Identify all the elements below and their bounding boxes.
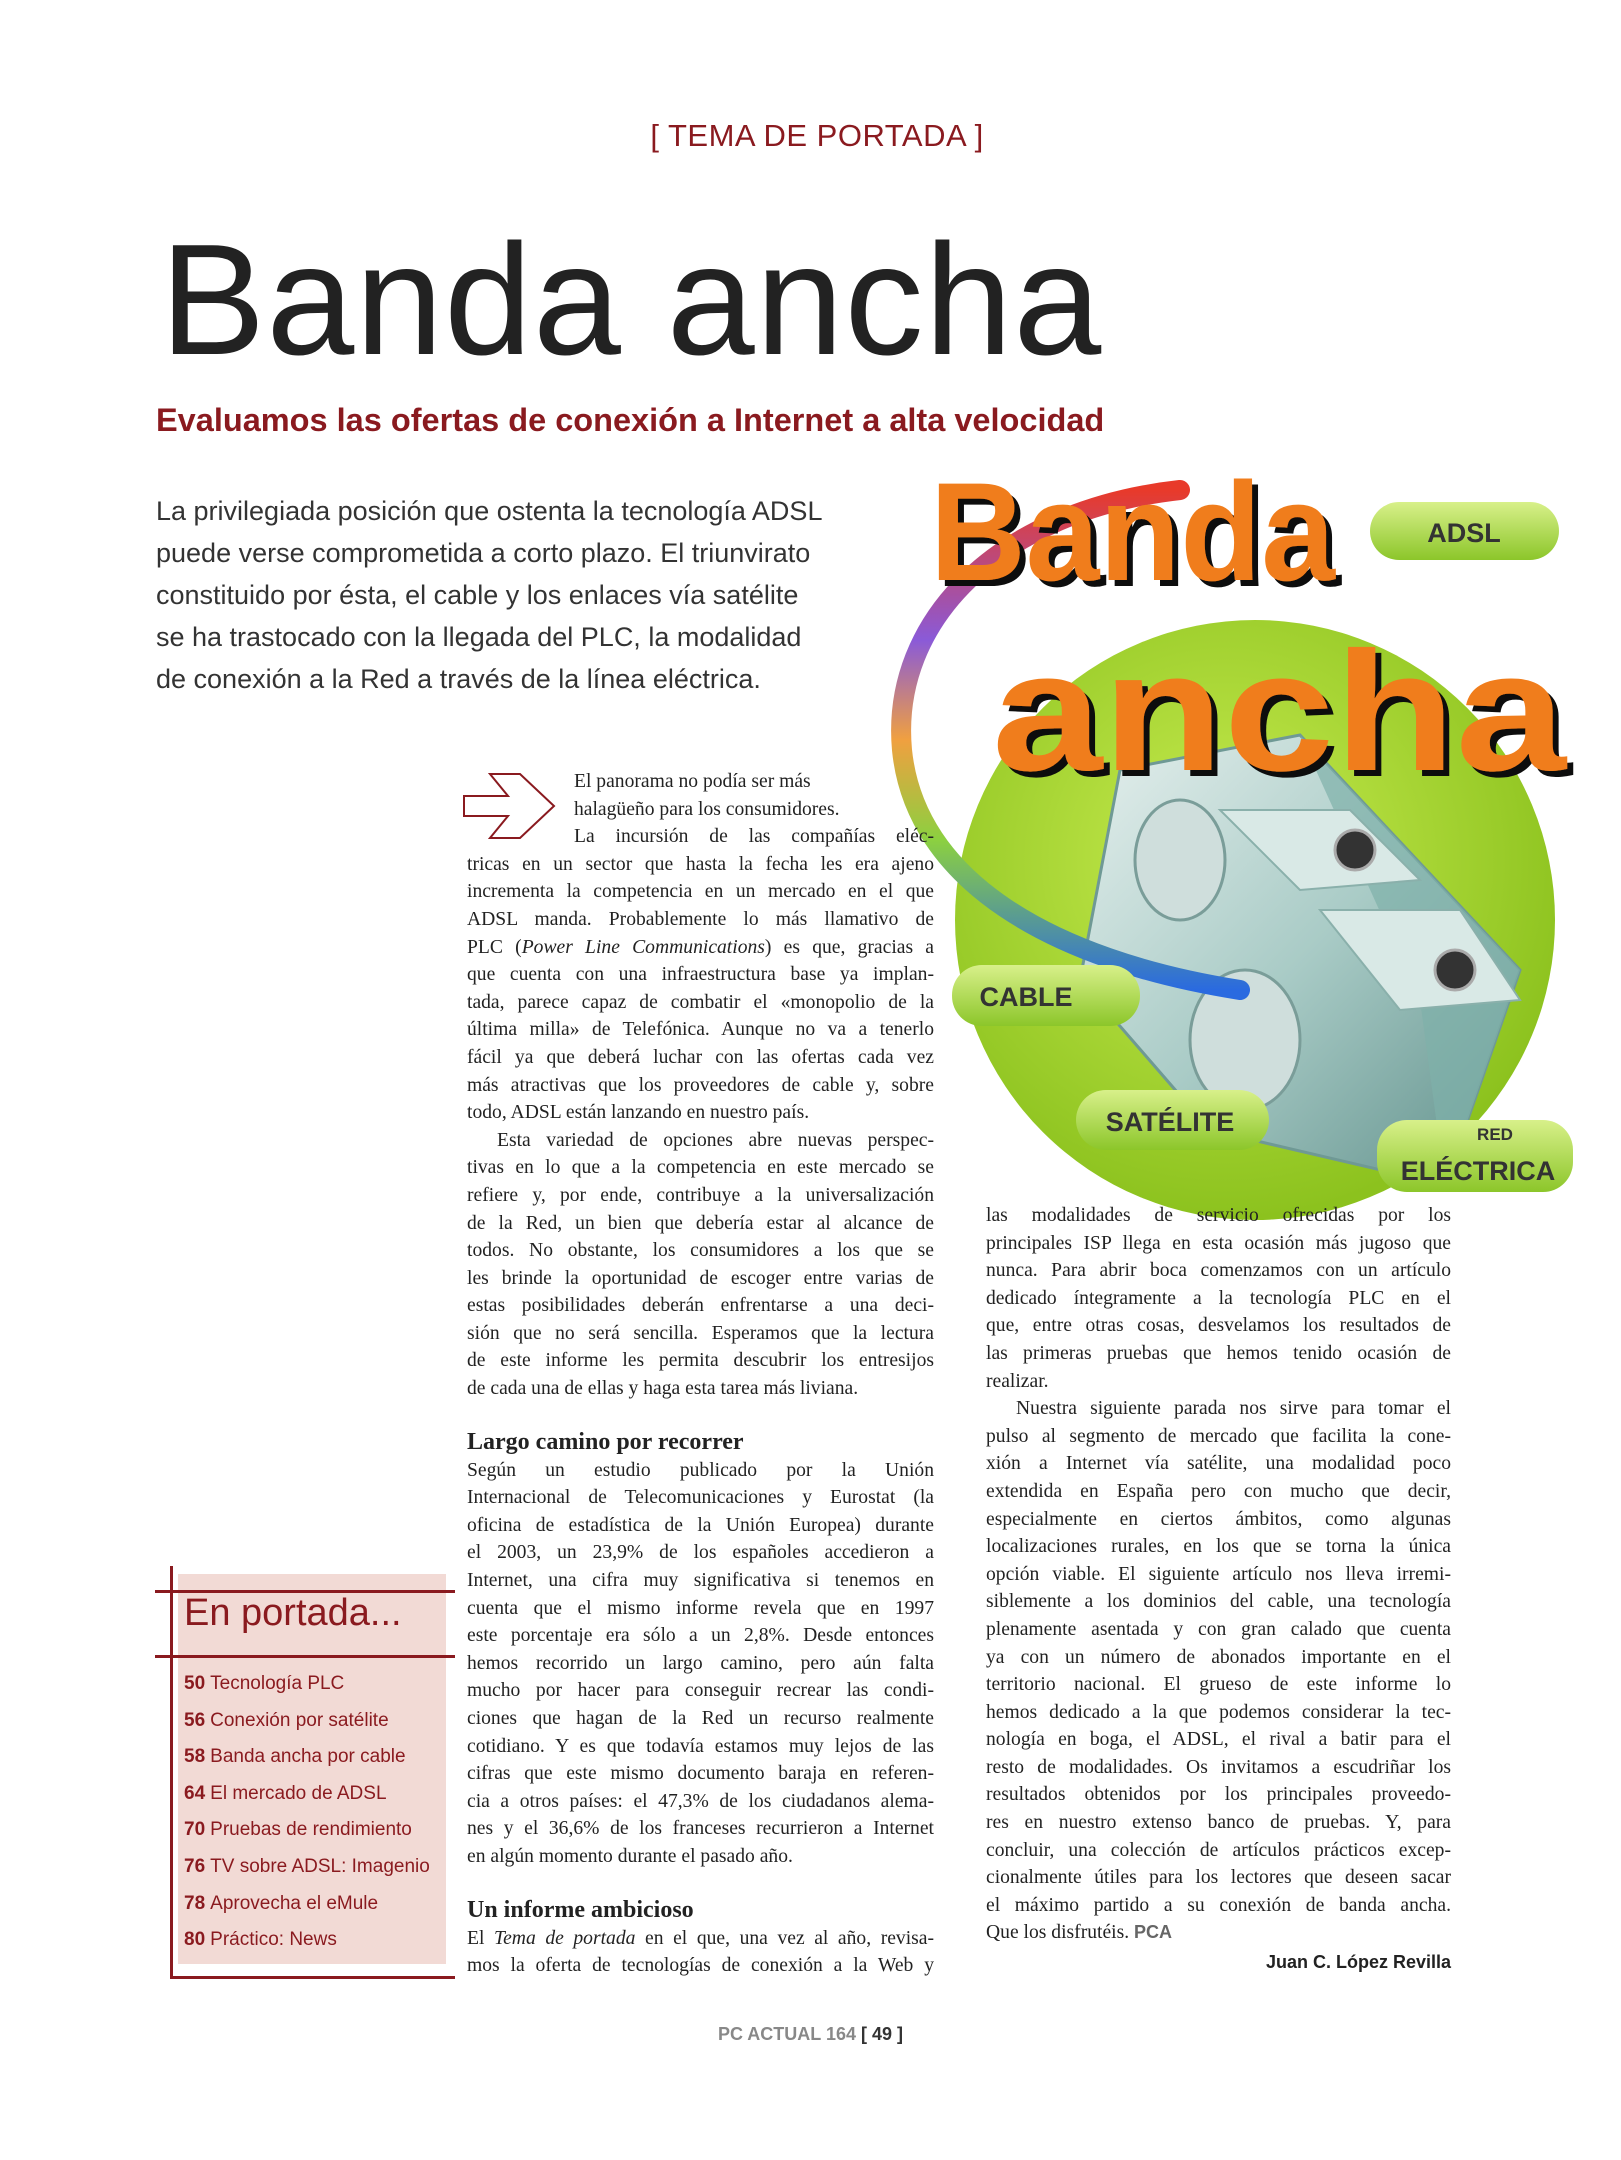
logo-line1: Banda <box>930 453 1337 610</box>
text-line: nología en boga, el ADSL, el rival a batir para el <box>986 1729 1451 1751</box>
text-line: ADSL manda. Probablemente lo más llamativo de <box>467 908 934 930</box>
text-line: realizar. <box>986 1370 1049 1392</box>
text-line: plenamente asentada y con gran calado que cuenta <box>986 1618 1451 1640</box>
text-segment: ) es que, gracias a <box>764 936 934 958</box>
text-line: las primeras pruebas que hemos tenido ocasión de <box>986 1342 1451 1364</box>
logo-line2: ancha <box>992 617 1568 807</box>
text-line: concluir, una colección de artículos prácticos excep- <box>986 1839 1451 1861</box>
text-line: hemos dedicado a la que podemos considerar la tec- <box>986 1701 1451 1723</box>
sidebar-rule <box>155 1655 455 1658</box>
magazine-issue: PC ACTUAL 164 <box>717 2024 856 2044</box>
text-line: sión que no será sencilla. Esperamos que la lectura <box>467 1322 934 1344</box>
text-line <box>467 1925 934 1953</box>
text-line: de cada una de ellas y haga esta tarea más liviana. <box>467 1378 859 1400</box>
text-line: cuenta que el mismo informe revela que en 1997 <box>467 1597 934 1619</box>
text-line: dedicado íntegramente a la tecnología PLC en el <box>986 1287 1451 1309</box>
section-heading: Largo camino por recorrer <box>467 1428 744 1455</box>
text-line: que, entre otras cosas, desvelamos los resultados de <box>986 1315 1451 1337</box>
text-line: nunca. Para abrir boca comenzamos con un artículo <box>986 1260 1451 1282</box>
text-line: principales ISP llega en esta ocasión más jugoso que <box>986 1232 1451 1254</box>
text-line: cotidiano. Y es que todavía estamos muy lejos de las <box>467 1735 934 1757</box>
text-line: resto de modalidades. Os invitamos a escudriñar los <box>986 1756 1451 1778</box>
text-line: pulso al segmento de mercado que facilita la cone- <box>986 1425 1451 1447</box>
text-line: nes y el 36,6% de los franceses recurrieron a Internet <box>467 1818 934 1840</box>
text-line <box>986 1919 1451 1947</box>
article-column-right <box>986 1202 1451 1947</box>
text-line: territorio nacional. El grueso de este informe lo <box>986 1674 1451 1696</box>
author-byline: Juan C. López Revilla <box>1265 1952 1451 1972</box>
signature-initials: PCA <box>1134 1922 1173 1943</box>
text-line: tricas en un sector que hasta la fecha les era ajeno <box>467 853 934 875</box>
italic-text: Tema de portada <box>494 1927 636 1949</box>
text-line: todo, ADSL están lanzando en nuestro país. <box>467 1102 810 1124</box>
section-heading: Un informe ambicioso <box>467 1896 694 1923</box>
pill-label: SATÉLITE <box>1105 1107 1235 1137</box>
text-line: opción viable. El siguiente artículo nos lleva irremi- <box>986 1563 1451 1585</box>
intro-line: puede verse comprometida a corto plazo. El triunvirato <box>156 538 811 568</box>
item-label: Conexión por satélite <box>210 1709 389 1731</box>
text-line: les brinde la oportunidad de escoger entre varias de <box>467 1267 934 1289</box>
text-line: estas posibilidades deberán enfrentarse a una deci- <box>467 1295 934 1317</box>
intro-paragraph <box>156 490 876 700</box>
text-line: mucho por hacer para conseguir recrear las condi- <box>467 1680 934 1702</box>
text-line: El panorama no podía ser más <box>574 771 811 792</box>
text-line: de este informe les permita descubrir los entresijos <box>467 1350 934 1372</box>
contents-item[interactable] <box>184 1666 454 1703</box>
text-line: de la Red, un bien que debería estar al alcance de <box>467 1212 934 1234</box>
text-line: tivas en lo que a la competencia en este mercado se <box>467 1157 934 1179</box>
page-number: 76 <box>184 1855 206 1877</box>
text-line: oficina de estadística de la Unión Europea) durante <box>467 1514 934 1536</box>
page-title: Banda ancha <box>160 212 1103 388</box>
item-label: Aprovecha el eMule <box>210 1892 379 1914</box>
page-number: 58 <box>184 1746 206 1768</box>
page-number: [ 49 ] <box>861 2024 904 2044</box>
text-line: Internet, una cifra muy significativa si tenemos en <box>467 1570 934 1592</box>
page-number: 64 <box>184 1782 206 1804</box>
text-line: res en nuestro extenso banco de pruebas. Y, para <box>986 1812 1451 1834</box>
contents-item[interactable] <box>184 1849 454 1886</box>
text-line: ciones que hagan de la Red un recurso realmente <box>467 1708 934 1729</box>
sidebar-rule <box>170 1976 455 1979</box>
sidebar-title: En portada... <box>184 1592 402 1634</box>
article-column-left <box>467 768 934 1980</box>
pill-label: ELÉCTRICA <box>1400 1156 1556 1186</box>
text-line: Internacional de Telecomunicaciones y Eurostat (la <box>467 1487 934 1509</box>
text-segment: PLC ( <box>467 936 522 958</box>
text-line: ya con un número de abonados importante en el <box>986 1646 1451 1668</box>
contents-item[interactable] <box>184 1922 454 1959</box>
text-line: Esta variedad de opciones abre nuevas perspec- <box>497 1129 934 1151</box>
sidebar-rule-vertical <box>170 1566 173 1979</box>
text-line: este porcentaje era sólo a un 2,8%. Desde entonces <box>467 1625 934 1647</box>
text-line: el 2003, un 23,9% de los españoles accedieron a <box>467 1542 934 1564</box>
text-segment: El <box>467 1927 494 1949</box>
pill-label: ADSL <box>1427 518 1501 548</box>
text-line: halagüeño para los consumidores. <box>574 798 840 820</box>
page-number: 78 <box>184 1892 206 1914</box>
pill-red-electrica <box>1377 1120 1573 1192</box>
item-label: Banda ancha por cable <box>210 1746 406 1768</box>
text-line: mos la oferta de tecnologías de conexión a la Web y <box>467 1955 934 1977</box>
pill-cable <box>952 965 1140 1026</box>
text-line: cionalmente útiles para los lectores que deseen sacar <box>986 1867 1451 1889</box>
text-line <box>467 934 934 962</box>
text-line: Nuestra siguiente parada nos sirve para tomar el <box>1016 1398 1451 1420</box>
page-number: 56 <box>184 1709 206 1731</box>
text-line: xión a Internet vía satélite, una modalidad poco <box>986 1453 1451 1475</box>
item-label: Pruebas de rendimiento <box>210 1819 412 1841</box>
text-line: Según un estudio publicado por la Unión <box>467 1459 934 1481</box>
text-line: siblemente a los dominios del cable, una tecnología <box>986 1591 1451 1613</box>
contents-item[interactable] <box>184 1703 454 1740</box>
text-line: localizaciones rurales, en los que se torna la única <box>986 1536 1451 1558</box>
italic-text: Power Line Communications <box>521 936 765 958</box>
text-line: que cuenta con una infraestructura base ya implan- <box>467 964 934 986</box>
page-subtitle: Evaluamos las ofertas de conexión a Internet a alta velocidad <box>156 402 1105 438</box>
text-line: el máximo partido a su conexión de banda ancha. <box>986 1894 1451 1916</box>
sidebar-contents-list <box>184 1666 454 1959</box>
text-segment: Que los disfrutéis. <box>986 1922 1135 1944</box>
item-label: El mercado de ADSL <box>210 1782 387 1804</box>
text-line: última milla» de Telefónica. Aunque no va a tenerlo <box>467 1019 934 1041</box>
text-line: las modalidades de servicio ofrecidas por los <box>986 1205 1451 1226</box>
text-line: especialmente en ciertos ámbitos, como algunas <box>986 1508 1451 1530</box>
text-line: en algún momento durante el pasado año. <box>467 1845 793 1867</box>
pill-satelite <box>1076 1090 1269 1150</box>
text-line: hemos recorrido un largo camino, pero aún falta <box>467 1652 934 1674</box>
banda-ancha-illustration <box>880 453 1610 1240</box>
text-line: extendida en España pero con mucho que decir, <box>986 1480 1451 1502</box>
text-line: más atractivas que los proveedores de cable y, sobre <box>467 1074 934 1096</box>
intro-line: se ha trastocado con la llegada del PLC, la modalidad <box>156 622 802 652</box>
contents-item[interactable] <box>184 1812 454 1849</box>
page-number: 50 <box>184 1673 206 1694</box>
item-label: TV sobre ADSL: Imagenio <box>210 1855 430 1877</box>
page-number: 80 <box>184 1929 206 1951</box>
text-segment: en el que, una vez al año, revisa- <box>635 1927 934 1949</box>
text-line: tada, parece capaz de combatir el «monopolio de la <box>467 991 934 1013</box>
text-line: todos. No obstante, los consumidores a los que se <box>467 1240 934 1262</box>
text-line: fácil ya que deberá luchar con las ofertas cada vez <box>467 1046 934 1068</box>
text-line: cia a otros países: el 47,3% de los ciudadanos alema- <box>467 1790 934 1812</box>
contents-item[interactable] <box>184 1739 454 1776</box>
text-line: cifras que este mismo documento baraja en referen- <box>467 1763 934 1785</box>
intro-line: La privilegiada posición que ostenta la tecnología ADSL <box>156 496 823 526</box>
page-number: 70 <box>184 1819 206 1841</box>
item-label: Tecnología PLC <box>210 1673 345 1694</box>
contents-item[interactable] <box>184 1886 454 1923</box>
text-line: La incursión de las compañías eléc- <box>574 826 934 848</box>
item-label: Práctico: News <box>210 1929 337 1951</box>
text-line: resultados obtenidos por los principales proveedo- <box>986 1784 1451 1806</box>
pill-label: CABLE <box>979 982 1073 1012</box>
text-line: incrementa la competencia en un mercado en el que <box>467 881 934 903</box>
contents-item[interactable] <box>184 1776 454 1813</box>
page-footer <box>0 2024 1621 2045</box>
text-line: refiere y, por ende, contribuye a la universalización <box>467 1184 934 1206</box>
pill-adsl <box>1370 502 1559 560</box>
section-kicker: [ TEMA DE PORTADA ] <box>650 118 984 153</box>
intro-line: de conexión a la Red a través de la línea eléctrica. <box>156 664 761 694</box>
pill-label: RED <box>1477 1125 1513 1144</box>
intro-line: constituido por ésta, el cable y los enlaces vía satélite <box>156 580 799 610</box>
